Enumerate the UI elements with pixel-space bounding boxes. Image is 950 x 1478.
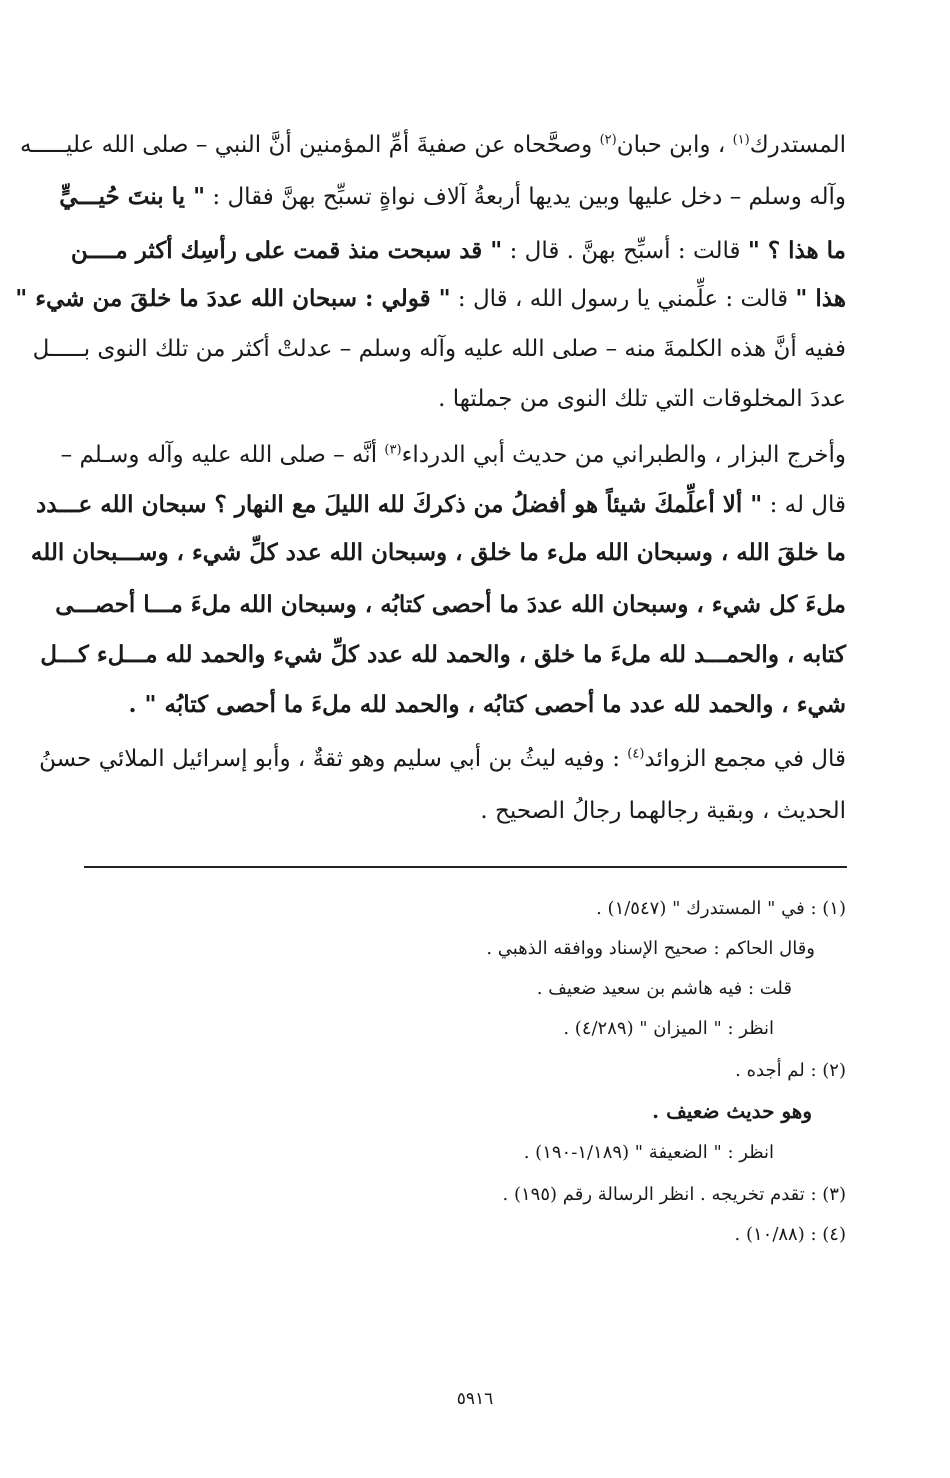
body-text: عددَ المخلوقات التي تلك النوى من جملتها . (438, 386, 846, 412)
footnote-marker: (٣) (384, 442, 402, 458)
body-line (59, 182, 846, 212)
hadith-quote: ما خلقَ الله ، وسبحان الله ملء ما خلق ، وسبحان الله عدد كلِّ شيء ، وســـبحان الله (30, 539, 846, 566)
body-text: قال في مجمع الزوائد (644, 746, 846, 772)
hadith-quote: " قولي : سبحان الله عددَ ما خلقَ من شيء " (15, 285, 451, 312)
body-line (40, 640, 846, 670)
body-line (84, 384, 846, 414)
footnote-line: انظر : " الضعيفة " (١/١٨٩-١٩٠) . (523, 1142, 774, 1163)
body-line (60, 440, 846, 470)
hadith-quote: " ألا أعلِّمكَ شيئاً هو أفضلُ من ذكركَ لله الليلَ مع النهار ؟ سبحان الله عـــدد (35, 491, 763, 518)
hadith-quote: هذا " (795, 285, 846, 312)
footnote-line: وقال الحاكم : صحيح الإسناد ووافقه الذهبي . (486, 938, 815, 959)
body-line (15, 284, 846, 314)
body-text: أنَّه – صلى الله عليه وآله وسـلم – (60, 442, 385, 468)
footnote-line: (٢) : لم أجده . (735, 1060, 846, 1081)
body-text: : وفيه ليثُ بن أبي سليم وهو ثقةٌ ، وأبو إسرائيل الملائي حسنُ (39, 746, 628, 772)
body-text: وآله وسلم – دخل عليها وبين يديها أربعةُ آلاف نواةٍ تسبِّح بهنَّ فقال : (205, 184, 846, 210)
footnote-marker: (١) (732, 132, 750, 148)
footnote-separator (84, 866, 847, 868)
footnote-line: (١) : في " المستدرك " (١/٥٤٧) . (596, 898, 846, 919)
body-line (30, 538, 846, 568)
footnote-line: وهو حديث ضعيف . (652, 1099, 812, 1123)
page-number: ٥٩١٦ (456, 1389, 494, 1409)
body-line (35, 490, 846, 520)
footnote-line: (٤) : (١٠/٨٨) . (734, 1224, 846, 1245)
hadith-quote: كتابه ، والحمـــد لله ملءَ ما خلق ، والحمد لله عدد كلِّ شيء والحمد لله مـــلء كـــل (40, 641, 846, 668)
body-line (39, 744, 846, 774)
body-text: ، وابن حبان (616, 132, 733, 158)
body-text: وأخرج البزار ، والطبراني من حديث أبي الدرداء (401, 442, 846, 468)
body-line (55, 590, 846, 620)
hadith-quote: شيء ، والحمد لله عدد ما أحصى كتابُه ، والحمد لله ملءَ ما أحصى كتابُه " . (128, 691, 846, 718)
footnote-marker: (٢) (599, 132, 617, 148)
hadith-quote: ملءَ كل شيء ، وسبحان الله عددَ ما أحصى كتابُه ، وسبحان الله ملءَ مـــا أحصـــى (55, 591, 846, 618)
body-line (84, 690, 846, 720)
body-line (70, 236, 846, 266)
body-text: قالت : علِّمني يا رسول الله ، قال : (450, 286, 796, 312)
body-text: قال له : (762, 492, 846, 518)
body-line (84, 796, 846, 826)
footnote-line: قلت : فيه هاشم بن سعيد ضعيف . (536, 978, 792, 999)
footnote-line: (٣) : تقدم تخريجه . انظر الرسالة رقم (١٩٥) . (502, 1184, 846, 1205)
body-text: قالت : أسبِّح بهنَّ . قال : (502, 238, 748, 264)
body-line (20, 130, 846, 160)
footnote-marker: (٤) (627, 746, 645, 762)
body-line (32, 334, 846, 364)
hadith-quote: " يا بنتَ حُيـــيٍّ (59, 183, 206, 210)
hadith-quote: ما هذا ؟ " (747, 237, 846, 264)
body-text: وصحَّحاه عن صفيةَ أمِّ المؤمنين أنَّ النبي – صلى الله عليـــــه (20, 132, 600, 158)
body-text: ففيه أنَّ هذه الكلمةَ منه – صلى الله عليه وآله وسلم – عدلتْ أكثر من تلك النوى بـــــل (32, 336, 846, 362)
hadith-quote: " قد سبحت منذ قمت على رأسِك أكثر مــــن (70, 237, 503, 264)
body-text: المستدرك (749, 132, 846, 158)
body-text: الحديث ، وبقية رجالهما رجالُ الصحيح . (480, 798, 846, 824)
footnote-line: انظر : " الميزان " (٤/٢٨٩) . (563, 1018, 774, 1039)
